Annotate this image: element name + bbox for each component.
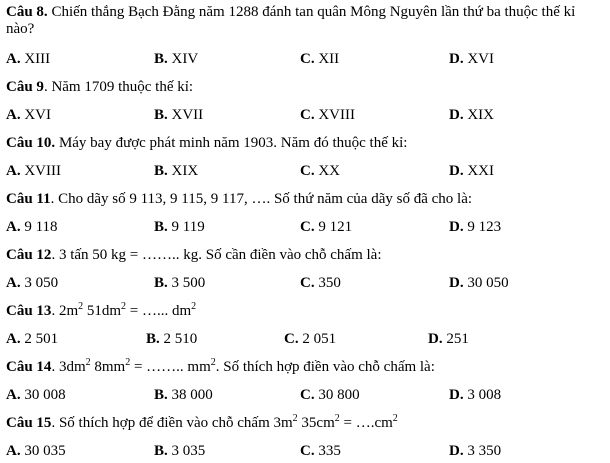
option-text: XIX xyxy=(171,163,199,179)
question-number: Câu 15 xyxy=(6,415,52,431)
option-b[interactable] xyxy=(154,163,198,180)
option-letter: B. xyxy=(154,219,168,235)
option-text: XVIII xyxy=(318,107,355,123)
options-row-15 xyxy=(6,443,606,461)
question-12 xyxy=(6,247,606,264)
question-text: . Năm 1709 thuộc thế kỉ: xyxy=(43,79,194,95)
option-text: 251 xyxy=(446,331,469,347)
question-number: Câu 14 xyxy=(6,359,52,375)
question-text-part: 51dm xyxy=(83,303,122,319)
option-text: 30 008 xyxy=(24,387,66,403)
option-text: 2 501 xyxy=(24,331,59,347)
question-text-part: . Số thích hợp để điền vào chỗ chấm 3m xyxy=(51,415,293,431)
option-c[interactable] xyxy=(300,275,341,292)
question-number: Câu 10. xyxy=(6,135,56,151)
option-letter: D. xyxy=(449,51,464,67)
option-letter: A. xyxy=(6,275,21,291)
option-text: XIX xyxy=(467,107,495,123)
option-text: 3 008 xyxy=(467,387,502,403)
option-a[interactable] xyxy=(6,387,66,404)
option-b[interactable] xyxy=(154,107,203,124)
option-letter: C. xyxy=(300,51,315,67)
option-c[interactable] xyxy=(300,107,355,124)
superscript: 2 xyxy=(210,357,216,368)
option-text: 38 000 xyxy=(171,387,213,403)
superscript: 2 xyxy=(334,413,340,424)
question-number: Câu 9 xyxy=(6,79,44,95)
superscript: 2 xyxy=(85,357,91,368)
question-number: Câu 11 xyxy=(6,191,51,207)
option-b[interactable] xyxy=(154,387,213,404)
option-letter: C. xyxy=(300,163,315,179)
option-letter: D. xyxy=(449,163,464,179)
option-letter: A. xyxy=(6,219,21,235)
option-d[interactable] xyxy=(449,219,501,236)
superscript: 2 xyxy=(292,413,298,424)
question-text-part: = ….cm xyxy=(339,415,393,431)
option-letter: B. xyxy=(146,331,160,347)
option-d[interactable] xyxy=(449,387,501,404)
option-text: XXI xyxy=(467,163,495,179)
superscript: 2 xyxy=(125,357,131,368)
option-a[interactable] xyxy=(6,443,66,460)
option-d[interactable] xyxy=(449,51,494,68)
option-a[interactable] xyxy=(6,219,58,236)
option-letter: A. xyxy=(6,163,21,179)
option-d[interactable] xyxy=(449,443,501,460)
options-row-9 xyxy=(6,107,606,125)
question-text-part: 35cm xyxy=(297,415,335,431)
superscript: 2 xyxy=(121,301,127,312)
option-d[interactable] xyxy=(449,107,494,124)
option-text: 9 123 xyxy=(467,219,502,235)
question-9 xyxy=(6,79,606,96)
question-text: . Cho dãy số 9 113, 9 115, 9 117, …. Số thứ năm của dãy số đã cho là: xyxy=(50,191,473,207)
option-b[interactable] xyxy=(154,51,198,68)
question-number: Câu 13 xyxy=(6,303,52,319)
option-text: 335 xyxy=(318,443,341,459)
option-b[interactable] xyxy=(146,331,197,348)
question-8 xyxy=(6,4,601,38)
question-text: Chiến thắng Bạch Đằng năm 1288 đánh tan quân Mông Nguyên lần thứ ba thuộc thế kỉ nào? xyxy=(6,4,576,37)
option-text: 2 051 xyxy=(302,331,337,347)
option-text: XIII xyxy=(24,51,51,67)
option-text: XIV xyxy=(171,51,199,67)
question-10 xyxy=(6,135,606,152)
option-d[interactable] xyxy=(428,331,469,348)
option-letter: A. xyxy=(6,107,21,123)
option-c[interactable] xyxy=(300,387,360,404)
option-letter: D. xyxy=(449,107,464,123)
option-letter: B. xyxy=(154,387,168,403)
option-text: XVII xyxy=(171,107,204,123)
option-letter: B. xyxy=(154,163,168,179)
option-c[interactable] xyxy=(300,219,352,236)
question-11 xyxy=(6,191,606,208)
options-row-12 xyxy=(6,275,606,293)
question-text: . 3 tấn 50 kg = …….. kg. Số cần điền vào chỗ chấm là: xyxy=(51,247,382,263)
option-letter: A. xyxy=(6,443,21,459)
question-number: Câu 12 xyxy=(6,247,52,263)
option-letter: A. xyxy=(6,331,21,347)
option-letter: B. xyxy=(154,51,168,67)
option-b[interactable] xyxy=(154,275,205,292)
option-text: 30 035 xyxy=(24,443,66,459)
option-text: XII xyxy=(318,51,340,67)
option-letter: C. xyxy=(284,331,299,347)
option-text: 30 800 xyxy=(318,387,360,403)
option-a[interactable] xyxy=(6,107,51,124)
options-row-13 xyxy=(6,331,606,349)
option-d[interactable] xyxy=(449,275,509,292)
options-row-14 xyxy=(6,387,606,405)
superscript: 2 xyxy=(392,413,398,424)
option-text: 3 350 xyxy=(467,443,502,459)
option-letter: B. xyxy=(154,443,168,459)
option-letter: A. xyxy=(6,387,21,403)
question-text-part: . 2m xyxy=(51,303,79,319)
question-number: Câu 8. xyxy=(6,4,48,20)
question-text: Máy bay được phát minh năm 1903. Năm đó thuộc thế kỉ: xyxy=(58,135,408,151)
question-14 xyxy=(6,359,606,376)
option-c[interactable] xyxy=(284,331,336,348)
options-row-11 xyxy=(6,219,606,237)
option-text: 30 050 xyxy=(467,275,509,291)
question-text-part: . Số thích hợp điền vào chỗ chấm là: xyxy=(215,359,435,375)
option-text: XX xyxy=(318,163,341,179)
option-letter: D. xyxy=(428,331,443,347)
options-row-8 xyxy=(6,51,606,69)
option-b[interactable] xyxy=(154,219,205,236)
option-b[interactable] xyxy=(154,443,205,460)
option-text: 3 050 xyxy=(24,275,59,291)
option-letter: A. xyxy=(6,51,21,67)
option-text: 350 xyxy=(318,275,341,291)
option-text: XVI xyxy=(24,107,52,123)
option-c[interactable] xyxy=(300,443,341,460)
option-c[interactable] xyxy=(300,51,339,68)
option-text: XVIII xyxy=(24,163,61,179)
option-d[interactable] xyxy=(449,163,494,180)
option-text: XVI xyxy=(467,51,495,67)
option-letter: D. xyxy=(449,275,464,291)
option-letter: D. xyxy=(449,219,464,235)
question-13 xyxy=(6,303,606,320)
question-text-part: = …... dm xyxy=(126,303,192,319)
option-letter: C. xyxy=(300,275,315,291)
superscript: 2 xyxy=(78,301,84,312)
option-letter: C. xyxy=(300,107,315,123)
option-a[interactable] xyxy=(6,275,58,292)
option-letter: C. xyxy=(300,387,315,403)
option-a[interactable] xyxy=(6,163,61,180)
option-text: 3 500 xyxy=(171,275,206,291)
option-letter: B. xyxy=(154,275,168,291)
option-c[interactable] xyxy=(300,163,340,180)
option-a[interactable] xyxy=(6,51,50,68)
option-letter: C. xyxy=(300,443,315,459)
question-text-part: . 3dm xyxy=(51,359,86,375)
option-letter: C. xyxy=(300,219,315,235)
options-row-10 xyxy=(6,163,606,181)
option-text: 3 035 xyxy=(171,443,206,459)
question-15 xyxy=(6,415,606,432)
question-text-part: = …….. mm xyxy=(130,359,211,375)
option-text: 9 118 xyxy=(24,219,58,235)
option-a[interactable] xyxy=(6,331,58,348)
option-letter: D. xyxy=(449,387,464,403)
option-text: 9 119 xyxy=(171,219,205,235)
question-text-part: 8mm xyxy=(90,359,126,375)
option-letter: B. xyxy=(154,107,168,123)
option-text: 9 121 xyxy=(318,219,353,235)
option-letter: D. xyxy=(449,443,464,459)
option-text: 2 510 xyxy=(163,331,198,347)
superscript: 2 xyxy=(191,301,197,312)
